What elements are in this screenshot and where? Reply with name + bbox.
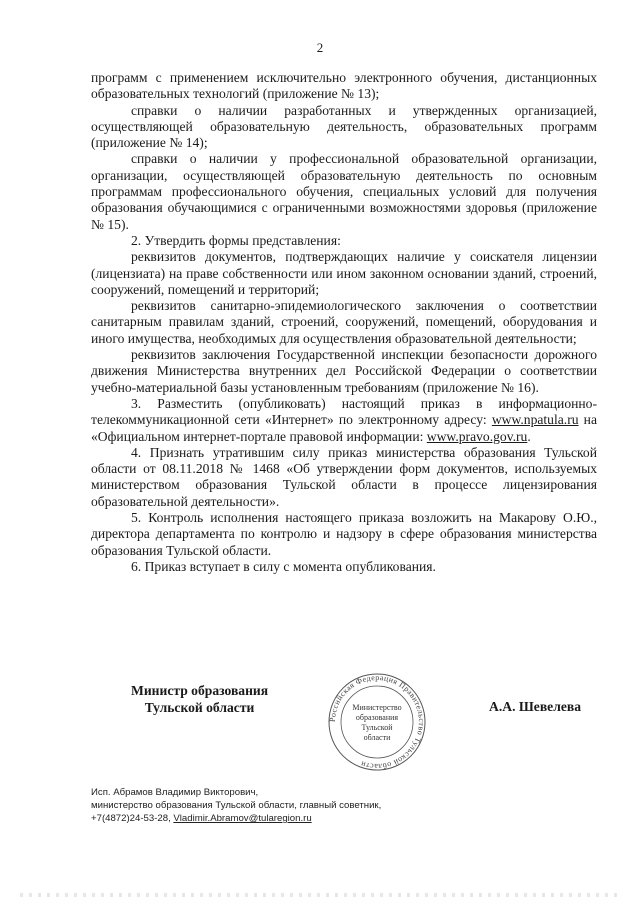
paragraph: 2. Утвердить формы представления:: [131, 232, 341, 248]
executor-email[interactable]: Vladimir.Abramov@tularegion.ru: [173, 813, 312, 824]
npatula-link[interactable]: www.npatula.ru: [491, 412, 579, 428]
signer-name: А.А. Шевелева: [489, 699, 581, 714]
scan-artifact: [20, 893, 620, 897]
signer-title-line1: Министр образования: [131, 683, 269, 698]
seal-ring-text: Российская Федерация Правительство Тульской области: [327, 672, 427, 772]
official-seal: [313, 672, 441, 772]
executor-info: [91, 786, 381, 825]
publication-suffix: .: [527, 428, 531, 444]
seal-text-1: Министерство: [352, 703, 402, 712]
page-number: 2: [316, 40, 324, 55]
executor-line2: министерство образования Тульской области, главный советник,: [91, 800, 382, 811]
paragraph: 6. Приказ вступает в силу с момента опубликования.: [131, 558, 436, 574]
pravo-link[interactable]: www.pravo.gov.ru: [426, 428, 528, 444]
seal-text-4: области: [363, 733, 391, 742]
signer-title-line2: Тульской области: [144, 700, 255, 715]
paragraph: реквизитов заключения Государственной инспекции безопасности дорожного движения Министерства внутренних дел Российской Федерации о соответствии учебно-материальной базы установленным требованиям (приложение № 16).: [91, 347, 597, 395]
paragraph: справки о наличии разработанных и утвержденных организацией, осуществляющей образовательную деятельность, образовательных программ (приложение № 14);: [91, 102, 597, 151]
svg-text:Российская Федерация Правитель: [328, 673, 426, 771]
paragraph-continuation: программ с применением исключительно электронного обучения, дистанционных образовательных технологий (приложение № 13);: [91, 70, 597, 102]
publication-middle: на «Официальном интернет-портале правовой информации:: [91, 412, 597, 444]
document-body: [91, 70, 597, 575]
executor-phone: +7(4872)24-53-28,: [91, 813, 174, 824]
seal-text-3: Тульской: [361, 723, 393, 732]
paragraph: 4. Признать утратившим силу приказ министерства образования Тульской области от 08.11.2018 № 1468 «Об утверждении форм документов, используемых министерством образования Тульской области в процессе лицензирования образовательной деятельности».: [91, 444, 597, 509]
signer-title: [131, 682, 268, 716]
executor-contact: [91, 812, 381, 825]
paragraph: справки о наличии у профессиональной образовательной организации, организации, осуществляющей образовательную деятельность по основным программам профессионального обучения, специальных условий для получения образования обучающимися с ограниченными возможностями здоровья (приложение № 15).: [91, 151, 597, 232]
paragraph: 5. Контроль исполнения настоящего приказа возложить на Макарову О.Ю., директора департамента по контролю и надзору в сфере образования министерства образования Тульской области.: [91, 510, 597, 558]
paragraph: реквизитов документов, подтверждающих наличие у соискателя лицензии (лицензиата) на праве собственности или ином законном основании зданий, строений, сооружений, помещений и территорий;: [91, 249, 597, 297]
publication-prefix: 3. Разместить (опубликовать) настоящий приказ в информационно-телекоммуникационной сети «Интернет» по электронному адресу:: [91, 395, 597, 428]
signature-block: [91, 672, 597, 772]
seal-text-2: образования: [355, 713, 399, 722]
paragraph-publication: [91, 396, 597, 445]
executor-line1: Исп. Абрамов Владимир Викторович,: [91, 787, 259, 798]
paragraph: реквизитов санитарно-эпидемиологического заключения о соответствии санитарным правилам зданий, строений, сооружений, помещений, оборудования и иного имущества, необходимых для осуществления образовательной деятельности;: [91, 298, 597, 346]
